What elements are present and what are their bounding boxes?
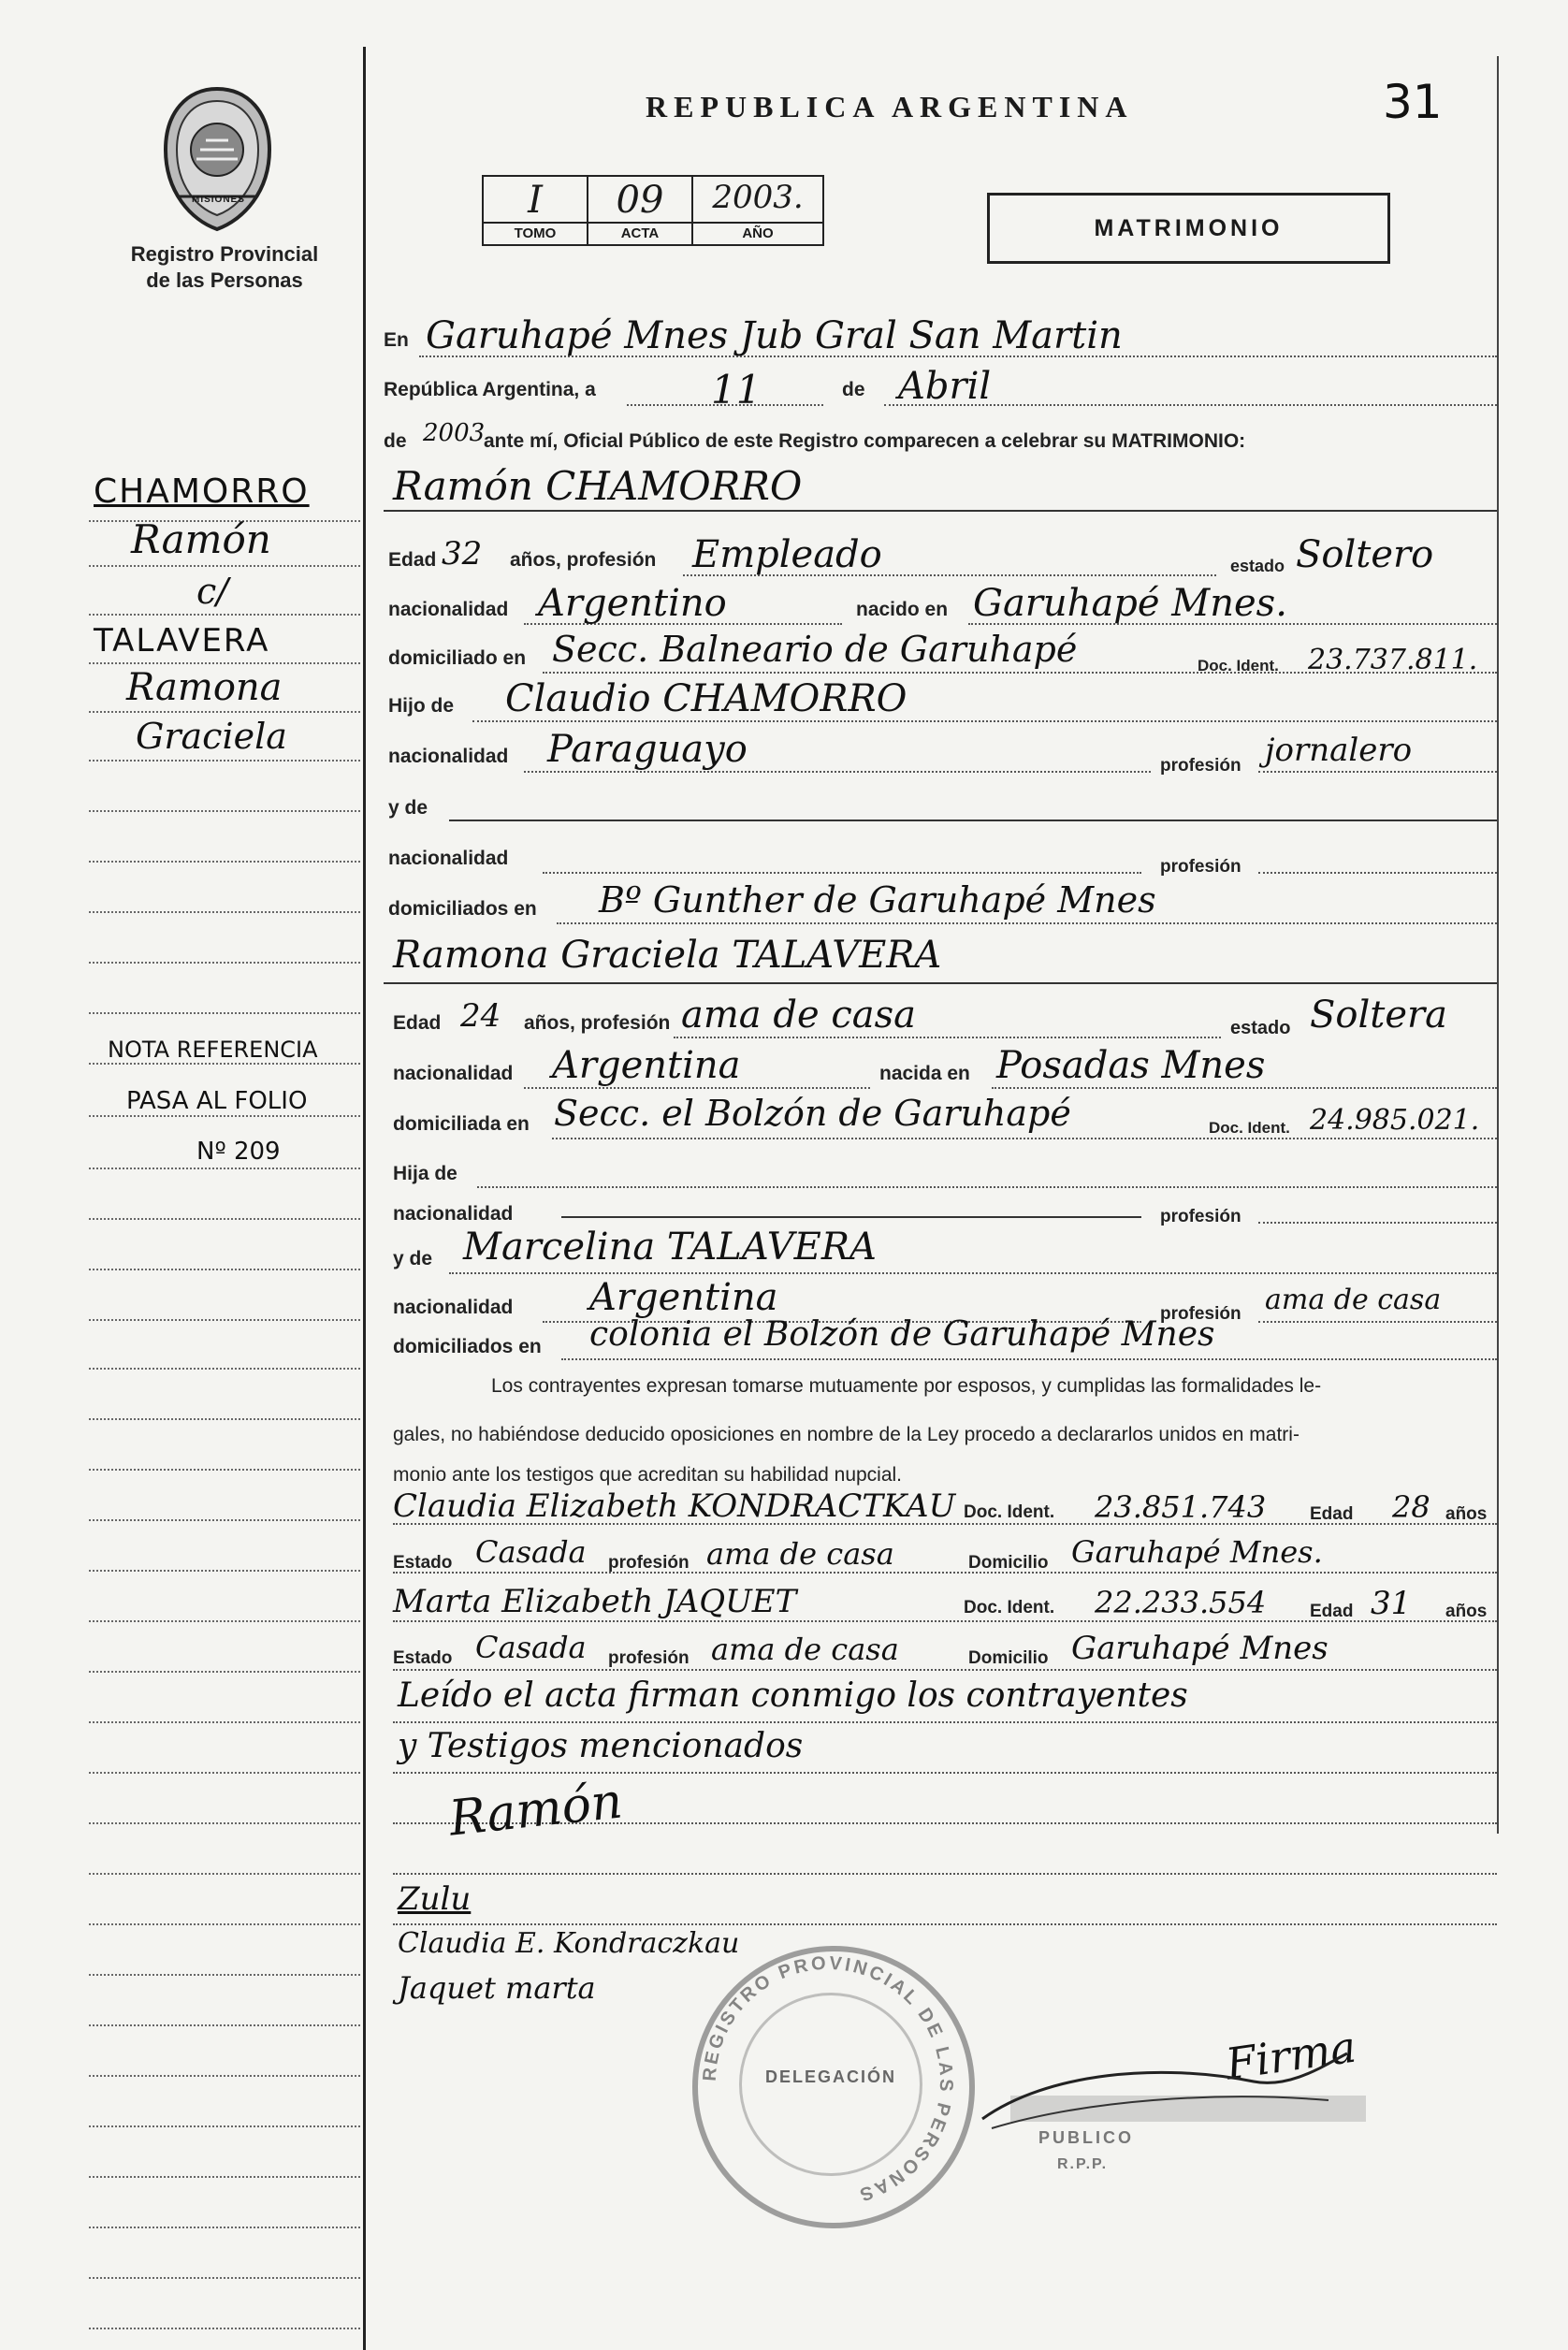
registry-name-line2: de las Personas [146,268,303,292]
left-rule [89,1168,360,1169]
page-title: REPUBLICA ARGENTINA [646,90,1134,123]
witness2-edad-label: Edad [1310,1602,1354,1621]
left-rule [89,2328,360,2329]
acta-label: ACTA [588,222,691,244]
tomo-label: TOMO [484,222,587,244]
bride-mother: Marcelina TALAVERA [463,1226,877,1269]
witness2-estado-label: Estado [393,1648,453,1668]
left-rule [89,1671,360,1673]
declaration-line1: Los contrayentes expresan tomarse mutuamente por esposos, y cumplidas las formalidades le- [491,1375,1322,1397]
groom-mother-nat-line [543,872,1141,874]
bride-father-nat-line [561,1216,1141,1218]
closing-line2: y Testigos mencionados [398,1727,804,1765]
official-title-line2: R.P.P. [1057,2156,1109,2172]
bride-mother-nat-label: nacionalidad [393,1297,514,1318]
ano-label: AÑO [693,222,822,244]
left-rule [89,810,360,812]
groom-mother-label: y de [388,797,428,819]
bride-hija-label: Hija de [393,1163,457,1184]
left-rule [89,1469,360,1471]
ano-box [693,177,822,244]
left-rule [89,2176,360,2178]
tomo-value: I [528,179,543,222]
bride-mother-prof-line [1258,1321,1497,1323]
margin-note-line2: PASA AL FOLIO [126,1087,308,1115]
left-rule [89,861,360,863]
bride-profession: ama de casa [681,994,916,1037]
groom-father-nat-line [524,771,1151,773]
closing-line1: Leído el acta firman conmigo los contrayentes [398,1676,1188,1715]
left-rule [89,1418,360,1420]
groom-parents-address: Bº Gunther de Garuhapé Mnes [599,879,1156,921]
witness2-dom-label: Domicilio [968,1648,1049,1668]
witness1-profession: ama de casa [706,1536,894,1572]
bride-doc-label: Doc. Ident. [1209,1119,1290,1137]
left-rule [89,1772,360,1774]
bride-address: Secc. el Bolzón de Garuhapé [554,1093,1071,1134]
tomo-box [484,177,588,244]
margin-groom-name: Ramón [131,516,271,562]
intro-text: ante mí, Oficial Público de este Registro comparecen a celebrar su MATRIMONIO: [484,430,1246,452]
year-prefix: de [384,430,407,452]
left-rule [89,565,360,567]
groom-father-nationality: Paraguayo [547,728,748,771]
groom-birthplace: Garuhapé Mnes. [973,582,1287,625]
ano-value: 2003. [712,179,804,216]
witness2-anos-label: años [1445,1602,1488,1621]
day-value: 11 [711,367,762,413]
bride-dom-label: domiciliada en [393,1113,530,1135]
bride-mother-profession: ama de casa [1265,1284,1442,1316]
left-rule [89,1974,360,1976]
witness2-age: 31 [1371,1585,1412,1622]
margin-bride-name1: Ramona [126,666,283,709]
left-rule [89,1269,360,1270]
witness2-prof-label: profesión [608,1648,690,1668]
left-rule [89,1620,360,1622]
seal-text: MISIONES [192,195,245,205]
margin-bride-surname: TALAVERA [94,622,270,660]
witness1-edad-label: Edad [1310,1504,1354,1524]
witness2-line2 [393,1669,1497,1671]
groom-profession: Empleado [692,533,882,576]
witness1-name: Claudia Elizabeth KONDRACTKAU [393,1487,956,1525]
acta-value: 09 [616,179,664,222]
signature-bride: Zulu [398,1880,472,1918]
witness1-prof-label: profesión [608,1553,690,1573]
registry-name [112,241,337,294]
stamp-inner-text: DELEGACIÓN [765,2067,897,2086]
bride-father-nat-label: nacionalidad [393,1203,514,1225]
bride-profession-line [674,1037,1221,1038]
witness2-profession: ama de casa [711,1632,899,1667]
signature-witness1: Claudia E. Kondraczkau [398,1927,740,1960]
left-rule [89,1721,360,1723]
closing-line1-rule [393,1721,1497,1723]
bride-estado-label: estado [1230,1018,1291,1038]
bride-address-line [552,1138,1497,1139]
witness2-name: Marta Elizabeth JAQUET [393,1583,797,1620]
left-rule [89,2277,360,2279]
acta-box [588,177,693,244]
bride-nat-line [524,1087,870,1089]
bride-parents-address-line [561,1358,1497,1360]
signature-groom: Ramón [446,1773,626,1848]
declaration-line2: gales, no habiéndose deducido oposiciones en nombre de la Ley procedo a declararlos unidos en matri- [393,1424,1299,1445]
provincial-seal [159,84,276,234]
republic-label: República Argentina, a [384,379,596,400]
right-margin-rule [1497,56,1499,1834]
margin-bride-name2: Graciela [136,716,287,757]
bride-parents-address: colonia el Bolzón de Garuhapé Mnes [589,1315,1215,1354]
groom-mother-prof-label: profesión [1160,857,1241,877]
bride-name-line [384,982,1497,984]
witness1-estado: Casada [475,1534,587,1570]
left-column-divider [363,47,366,2350]
groom-father-profession: jornalero [1265,732,1413,769]
groom-mother-nat-label: nacionalidad [388,848,509,869]
left-rule [89,711,360,713]
left-rule [89,1368,360,1370]
bride-father-line [477,1186,1497,1188]
left-rule [89,1319,360,1321]
declaration-line3: monio ante los testigos que acreditan su habilidad nupcial. [393,1464,903,1486]
groom-age: 32 [442,535,483,573]
left-rule [89,614,360,616]
bride-mother-label: y de [393,1248,433,1269]
bride-nationality: Argentina [552,1044,741,1087]
groom-father-nat-label: nacionalidad [388,746,509,767]
groom-doc-label: Doc. Ident. [1198,657,1279,675]
left-rule [89,2125,360,2127]
groom-hijo-label: Hijo de [388,695,455,717]
left-rule [89,2227,360,2228]
bride-doc: 24.985.021. [1310,1104,1480,1137]
month-label: de [842,379,865,400]
groom-estado-label: estado [1230,557,1285,575]
left-rule [89,962,360,964]
bride-mother-line [449,1272,1497,1274]
witness2-doc-label: Doc. Ident. [964,1598,1055,1617]
bride-prof-label: años, profesión [524,1012,671,1034]
blank-rule [393,1923,1497,1925]
bride-birthplace-line [992,1087,1497,1089]
month-value: Abril [898,365,992,408]
groom-name-line [384,510,1497,512]
witness1-doc-label: Doc. Ident. [964,1502,1055,1522]
witness1-age: 28 [1392,1489,1430,1525]
official-signature: Firma [1222,2021,1359,2090]
witness1-doc: 23.851.743 [1095,1489,1267,1525]
witness1-estado-label: Estado [393,1553,453,1573]
blank-rule [393,1873,1497,1875]
groom-nacido-label: nacido en [856,599,949,620]
bride-father-prof-line [1258,1222,1497,1224]
bride-birthplace: Posadas Mnes [996,1044,1266,1087]
left-rule [89,1923,360,1925]
groom-address: Secc. Balneario de Garuhapé [552,629,1078,670]
left-rule [89,2075,360,2077]
bride-father-prof-label: profesión [1160,1207,1241,1226]
registry-name-line1: Registro Provincial [130,242,319,266]
seal-emblem-icon [159,84,276,234]
groom-father-prof-label: profesión [1160,756,1241,776]
margin-note-line1: NOTA REFERENCIA [108,1037,318,1063]
left-rule [89,1519,360,1521]
en-label: En [384,329,409,351]
groom-parents-dom-label: domiciliados en [388,898,537,920]
groom-nat-label: nacionalidad [388,599,509,620]
witness2-doc: 22.233.554 [1095,1585,1267,1620]
groom-full-name: Ramón CHAMORRO [393,463,803,509]
left-rule [89,1873,360,1875]
groom-mother-line [449,820,1497,821]
official-title-line1: PUBLICO [1038,2128,1134,2147]
year-value: 2003 [423,419,486,447]
witness2-address: Garuhapé Mnes [1071,1630,1328,1667]
witness1-anos-label: años [1445,1504,1488,1524]
place-value: Garuhapé Mnes Jub Gral San Martin [426,314,1123,357]
groom-father-line [472,720,1497,722]
witness1-dom-label: Domicilio [968,1553,1049,1573]
left-rule [89,1218,360,1220]
bride-parents-dom-label: domiciliados en [393,1336,542,1357]
bride-mother-nationality: Argentina [589,1276,778,1319]
groom-mother-prof-line [1258,872,1497,874]
left-rule [89,1012,360,1014]
left-rule [89,911,360,913]
left-rule [89,1822,360,1824]
signature-witness2: Jaquet marta [398,1970,596,2006]
bride-nacida-label: nacida en [879,1063,970,1084]
official-signature-scribble-icon [973,2035,1366,2156]
record-id-boxes [482,175,824,246]
bride-edad-label: Edad [393,1012,442,1034]
folio-number: 31 [1383,75,1443,129]
witness2-estado: Casada [475,1630,587,1665]
groom-doc: 23.737.811. [1308,644,1478,676]
record-type: MATRIMONIO [987,193,1390,264]
bride-nat-label: nacionalidad [393,1063,514,1084]
witness1-line2 [393,1572,1497,1574]
margin-connector: c/ [196,571,229,612]
margin-groom-surname: CHAMORRO [94,472,310,511]
groom-father: Claudio CHAMORRO [505,677,907,720]
witness1-address: Garuhapé Mnes. [1071,1534,1323,1570]
left-rule [89,2024,360,2026]
left-rule [89,662,360,664]
left-rule [89,1115,360,1117]
groom-dom-label: domiciliado en [388,647,527,669]
bride-mother-prof-label: profesión [1160,1304,1241,1324]
stamp-ring-label: REGISTRO PROVINCIAL DE LAS PERSONAS [699,1952,957,2206]
margin-note-line3: Nº 209 [196,1138,281,1166]
bride-full-name: Ramona Graciela TALAVERA [393,934,942,977]
groom-edad-label: Edad [388,549,437,571]
groom-nationality: Argentino [538,582,727,625]
bride-age: 24 [460,997,501,1035]
left-rule [89,1063,360,1065]
groom-father-prof-line [1258,771,1497,773]
left-rule [89,1570,360,1572]
groom-estado: Soltero [1296,533,1434,576]
bride-estado: Soltera [1310,994,1447,1037]
closing-line2-rule [393,1772,1497,1774]
left-rule [89,760,360,762]
groom-prof-label: años, profesión [510,549,657,571]
groom-parents-address-line [557,922,1497,924]
